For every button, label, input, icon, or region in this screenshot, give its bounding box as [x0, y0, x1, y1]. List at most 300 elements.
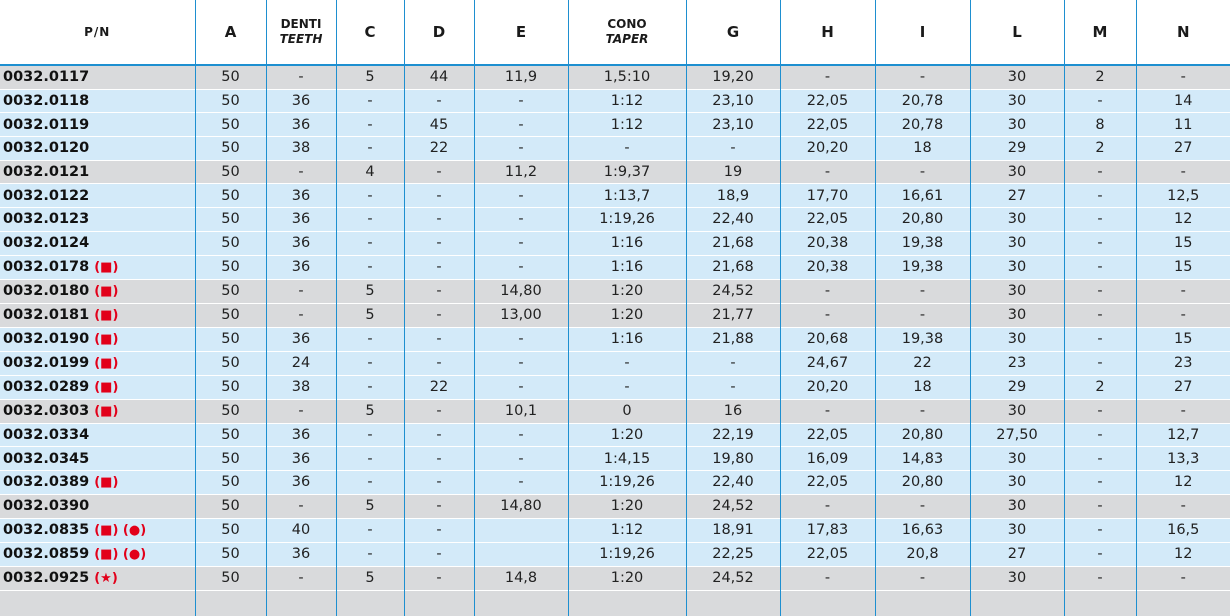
cell-l: 30	[970, 160, 1064, 184]
cell-i: 19,38	[875, 327, 970, 351]
cell-g: 21,68	[686, 255, 780, 279]
cell-i: 14,83	[875, 447, 970, 471]
cell-denti-teeth: -	[266, 494, 336, 518]
cell-cono-taper: 1:20	[568, 303, 686, 327]
cell-h: 22,05	[780, 542, 875, 566]
cell-a: 50	[195, 423, 266, 447]
cell-cono-taper: 0	[568, 399, 686, 423]
table-row	[0, 351, 1230, 375]
cell-a: 50	[195, 279, 266, 303]
part-number-cell	[0, 470, 195, 494]
table-body	[0, 65, 1230, 616]
cell-l: 29	[970, 137, 1064, 161]
cell-l: 29	[970, 375, 1064, 399]
part-number: 0032.0178	[3, 258, 90, 275]
cell-d: -	[404, 184, 474, 208]
cell-e: 14,8	[474, 566, 568, 590]
part-number: 0032.0180	[3, 282, 90, 299]
cell-cono-taper: 1:16	[568, 255, 686, 279]
cell-d: 22	[404, 375, 474, 399]
cell-i: -	[875, 65, 970, 89]
cell-d: 22	[404, 137, 474, 161]
cell-g: -	[686, 351, 780, 375]
table-row	[0, 65, 1230, 89]
cell-n: -	[1136, 303, 1230, 327]
cell-m: 2	[1064, 375, 1136, 399]
header-e: E	[474, 0, 568, 65]
cell-cono-taper: 1:16	[568, 231, 686, 255]
cell-a: 50	[195, 113, 266, 137]
cell-g: 22,19	[686, 423, 780, 447]
cell-i: 18	[875, 375, 970, 399]
table-row	[0, 447, 1230, 471]
cell-denti-teeth: 36	[266, 327, 336, 351]
cell-h: 22,05	[780, 423, 875, 447]
cell-g: 22,40	[686, 208, 780, 232]
cell-h: -	[780, 399, 875, 423]
cell-g: 23,10	[686, 113, 780, 137]
cell-cono-taper: 1:16	[568, 327, 686, 351]
cell-c: -	[336, 351, 404, 375]
cell-i: -	[875, 566, 970, 590]
cell-a: 50	[195, 470, 266, 494]
cell-cono-taper: 1:20	[568, 279, 686, 303]
cell-a: 50	[195, 494, 266, 518]
cell-e: -	[474, 113, 568, 137]
part-number-cell	[0, 65, 195, 89]
header-taper: TAPER	[605, 32, 649, 46]
cell-m: -	[1064, 399, 1136, 423]
part-number: 0032.0289	[3, 378, 90, 395]
part-number: 0032.0124	[3, 235, 90, 252]
cell-cono-taper: 1:20	[568, 423, 686, 447]
part-number: 0032.0835	[3, 521, 90, 538]
cell-m: -	[1064, 470, 1136, 494]
empty-cell	[0, 590, 195, 616]
cell-n: -	[1136, 494, 1230, 518]
cell-m: -	[1064, 327, 1136, 351]
cell-l: 27	[970, 542, 1064, 566]
cell-m: -	[1064, 542, 1136, 566]
header-h: H	[780, 0, 875, 65]
part-note-marks: (■) (●)	[94, 522, 147, 538]
cell-h: -	[780, 566, 875, 590]
part-number-cell	[0, 518, 195, 542]
empty-cell	[1136, 590, 1230, 616]
cell-i: 20,78	[875, 89, 970, 113]
cell-denti-teeth: 24	[266, 351, 336, 375]
header-d: D	[404, 0, 474, 65]
cell-h: -	[780, 279, 875, 303]
cell-n: 11	[1136, 113, 1230, 137]
table-row	[0, 518, 1230, 542]
empty-cell	[686, 590, 780, 616]
cell-denti-teeth: 36	[266, 231, 336, 255]
cell-g: 22,25	[686, 542, 780, 566]
cell-m: -	[1064, 255, 1136, 279]
part-note-marks: (■)	[94, 259, 119, 275]
cell-n: 16,5	[1136, 518, 1230, 542]
cell-n: -	[1136, 160, 1230, 184]
cell-cono-taper: 1:12	[568, 89, 686, 113]
cell-e: -	[474, 375, 568, 399]
cell-cono-taper: -	[568, 137, 686, 161]
cell-d: -	[404, 279, 474, 303]
cell-denti-teeth: -	[266, 399, 336, 423]
cell-e: -	[474, 423, 568, 447]
cell-e: -	[474, 137, 568, 161]
header-a: A	[195, 0, 266, 65]
cell-c: -	[336, 470, 404, 494]
table-row	[0, 542, 1230, 566]
cell-a: 50	[195, 137, 266, 161]
cell-e: -	[474, 208, 568, 232]
cell-e	[474, 542, 568, 566]
table-row	[0, 566, 1230, 590]
cell-i: 20,8	[875, 542, 970, 566]
part-number-cell	[0, 160, 195, 184]
part-number: 0032.0345	[3, 450, 90, 467]
cell-d: -	[404, 494, 474, 518]
cell-denti-teeth: 36	[266, 89, 336, 113]
part-note-marks: (■)	[94, 355, 119, 371]
cell-c: -	[336, 89, 404, 113]
cell-g: 19	[686, 160, 780, 184]
header-pn: P/N	[0, 0, 195, 65]
cell-l: 30	[970, 303, 1064, 327]
cell-e: 14,80	[474, 494, 568, 518]
cell-a: 50	[195, 208, 266, 232]
header-i: I	[875, 0, 970, 65]
cell-e: -	[474, 255, 568, 279]
cell-i: 20,78	[875, 113, 970, 137]
cell-c: -	[336, 231, 404, 255]
cell-i: 18	[875, 137, 970, 161]
table-row	[0, 279, 1230, 303]
cell-g: 18,9	[686, 184, 780, 208]
cell-n: 23	[1136, 351, 1230, 375]
part-number-cell	[0, 231, 195, 255]
part-number-cell	[0, 184, 195, 208]
cell-h: 20,68	[780, 327, 875, 351]
cell-d: -	[404, 447, 474, 471]
cell-i: -	[875, 160, 970, 184]
cell-d: -	[404, 208, 474, 232]
cell-h: 16,09	[780, 447, 875, 471]
cell-d: -	[404, 160, 474, 184]
cell-g: 21,88	[686, 327, 780, 351]
cell-n: 12	[1136, 208, 1230, 232]
cell-m: -	[1064, 566, 1136, 590]
cell-h: 22,05	[780, 470, 875, 494]
cell-l: 30	[970, 113, 1064, 137]
part-number-cell	[0, 137, 195, 161]
table-row	[0, 208, 1230, 232]
table-row	[0, 494, 1230, 518]
cell-cono-taper: 1:19,26	[568, 470, 686, 494]
cell-n: 15	[1136, 255, 1230, 279]
cell-e: 11,9	[474, 65, 568, 89]
cell-h: -	[780, 65, 875, 89]
part-number: 0032.0859	[3, 545, 90, 562]
empty-cell	[404, 590, 474, 616]
cell-d: -	[404, 231, 474, 255]
part-note-marks: (■)	[94, 307, 119, 323]
cell-a: 50	[195, 375, 266, 399]
cell-c: 5	[336, 566, 404, 590]
part-number: 0032.0389	[3, 473, 90, 490]
cell-m: 2	[1064, 65, 1136, 89]
part-number-cell	[0, 327, 195, 351]
cell-h: 22,05	[780, 113, 875, 137]
cell-l: 30	[970, 327, 1064, 351]
part-note-marks: (■) (●)	[94, 546, 147, 562]
header-teeth: TEETH	[279, 32, 323, 46]
cell-l: 23	[970, 351, 1064, 375]
cell-d: -	[404, 89, 474, 113]
part-note-marks: (■)	[94, 379, 119, 395]
cell-n: -	[1136, 399, 1230, 423]
cell-m: -	[1064, 447, 1136, 471]
table-row-empty	[0, 590, 1230, 616]
cell-a: 50	[195, 160, 266, 184]
cell-e: -	[474, 447, 568, 471]
header-g: G	[686, 0, 780, 65]
cell-h: 22,05	[780, 208, 875, 232]
table-row	[0, 89, 1230, 113]
cell-a: 50	[195, 231, 266, 255]
cell-g: 16	[686, 399, 780, 423]
cell-denti-teeth: -	[266, 279, 336, 303]
cell-i: 16,63	[875, 518, 970, 542]
cell-m: -	[1064, 351, 1136, 375]
part-number-cell	[0, 113, 195, 137]
cell-cono-taper: 1:20	[568, 566, 686, 590]
cell-n: 12	[1136, 542, 1230, 566]
part-note-marks: (■)	[94, 474, 119, 490]
cell-e: -	[474, 231, 568, 255]
header-n: N	[1136, 0, 1230, 65]
part-number: 0032.0118	[3, 93, 90, 110]
cell-e: 14,80	[474, 279, 568, 303]
table-row	[0, 423, 1230, 447]
part-number-cell	[0, 89, 195, 113]
cell-m: -	[1064, 208, 1136, 232]
cell-n: 13,3	[1136, 447, 1230, 471]
cell-n: 15	[1136, 231, 1230, 255]
cell-n: 27	[1136, 375, 1230, 399]
cell-n: 27	[1136, 137, 1230, 161]
cell-l: 30	[970, 518, 1064, 542]
cell-h: 20,38	[780, 255, 875, 279]
empty-cell	[474, 590, 568, 616]
cell-i: 20,80	[875, 208, 970, 232]
cell-g: 21,77	[686, 303, 780, 327]
table-row	[0, 160, 1230, 184]
cell-m: -	[1064, 423, 1136, 447]
cell-denti-teeth: 36	[266, 470, 336, 494]
part-number-cell	[0, 303, 195, 327]
header-c: C	[336, 0, 404, 65]
part-note-marks: (■)	[94, 283, 119, 299]
cell-denti-teeth: 40	[266, 518, 336, 542]
cell-a: 50	[195, 65, 266, 89]
cell-m: -	[1064, 303, 1136, 327]
cell-g: 24,52	[686, 494, 780, 518]
cell-g: 22,40	[686, 470, 780, 494]
part-number: 0032.0119	[3, 116, 90, 133]
header-cono-taper	[568, 0, 686, 65]
cell-h: 20,20	[780, 375, 875, 399]
part-number: 0032.0123	[3, 211, 90, 228]
cell-g: -	[686, 137, 780, 161]
table-row	[0, 184, 1230, 208]
cell-c: 4	[336, 160, 404, 184]
part-number: 0032.0390	[3, 498, 90, 515]
cell-c: 5	[336, 279, 404, 303]
cell-cono-taper: 1:12	[568, 518, 686, 542]
cell-n: 15	[1136, 327, 1230, 351]
cell-d: -	[404, 351, 474, 375]
cell-g: -	[686, 375, 780, 399]
empty-cell	[195, 590, 266, 616]
cell-e: -	[474, 184, 568, 208]
cell-n: -	[1136, 566, 1230, 590]
cell-g: 24,52	[686, 279, 780, 303]
cell-l: 27	[970, 184, 1064, 208]
cell-h: 17,70	[780, 184, 875, 208]
table-row	[0, 231, 1230, 255]
cell-c: 5	[336, 399, 404, 423]
cell-l: 30	[970, 231, 1064, 255]
cell-denti-teeth: 36	[266, 542, 336, 566]
cell-i: 20,80	[875, 470, 970, 494]
cell-d: -	[404, 399, 474, 423]
part-number-cell	[0, 208, 195, 232]
cell-c: -	[336, 137, 404, 161]
cell-c: -	[336, 327, 404, 351]
table-row	[0, 375, 1230, 399]
header-l: L	[970, 0, 1064, 65]
cell-n: 12,5	[1136, 184, 1230, 208]
cell-denti-teeth: -	[266, 65, 336, 89]
table-row	[0, 470, 1230, 494]
table-header	[0, 0, 1230, 65]
cell-l: 30	[970, 470, 1064, 494]
header-cono: CONO	[607, 17, 647, 31]
cell-i: -	[875, 494, 970, 518]
cell-e: 11,2	[474, 160, 568, 184]
cell-e: -	[474, 351, 568, 375]
cell-denti-teeth: 38	[266, 137, 336, 161]
part-number: 0032.0190	[3, 330, 90, 347]
cell-c: -	[336, 113, 404, 137]
cell-h: 20,38	[780, 231, 875, 255]
cell-cono-taper: 1:13,7	[568, 184, 686, 208]
cell-g: 19,80	[686, 447, 780, 471]
cell-i: 20,80	[875, 423, 970, 447]
part-number: 0032.0334	[3, 426, 90, 443]
cell-m: -	[1064, 160, 1136, 184]
cell-cono-taper: 1:12	[568, 113, 686, 137]
cell-m: -	[1064, 494, 1136, 518]
cell-i: 19,38	[875, 231, 970, 255]
cell-c: -	[336, 375, 404, 399]
part-number-cell	[0, 399, 195, 423]
cell-denti-teeth: 36	[266, 113, 336, 137]
cell-l: 30	[970, 494, 1064, 518]
cell-n: -	[1136, 279, 1230, 303]
cell-cono-taper: 1:19,26	[568, 542, 686, 566]
cell-g: 19,20	[686, 65, 780, 89]
cell-e: 10,1	[474, 399, 568, 423]
cell-d: -	[404, 542, 474, 566]
empty-cell	[1064, 590, 1136, 616]
cell-h: -	[780, 303, 875, 327]
cell-l: 30	[970, 447, 1064, 471]
header-denti: DENTI	[280, 17, 322, 31]
cell-denti-teeth: 38	[266, 375, 336, 399]
cell-d: -	[404, 566, 474, 590]
part-number-cell	[0, 542, 195, 566]
empty-cell	[970, 590, 1064, 616]
part-note-marks: (★)	[94, 570, 118, 586]
cell-i: -	[875, 279, 970, 303]
cell-cono-taper: -	[568, 375, 686, 399]
cell-denti-teeth: -	[266, 566, 336, 590]
cell-a: 50	[195, 255, 266, 279]
empty-cell	[780, 590, 875, 616]
cell-a: 50	[195, 542, 266, 566]
table-row	[0, 137, 1230, 161]
table-row	[0, 327, 1230, 351]
cell-i: 16,61	[875, 184, 970, 208]
cell-n: -	[1136, 65, 1230, 89]
cell-d: -	[404, 303, 474, 327]
cell-a: 50	[195, 184, 266, 208]
cell-a: 50	[195, 351, 266, 375]
cell-d: 45	[404, 113, 474, 137]
cell-denti-teeth: 36	[266, 184, 336, 208]
cell-h: 20,20	[780, 137, 875, 161]
cell-c: 5	[336, 65, 404, 89]
cell-denti-teeth: 36	[266, 423, 336, 447]
cell-d: -	[404, 470, 474, 494]
cell-e	[474, 518, 568, 542]
cell-c: 5	[336, 494, 404, 518]
cell-c: -	[336, 423, 404, 447]
part-number-cell	[0, 351, 195, 375]
part-note-marks: (■)	[94, 403, 119, 419]
cell-l: 30	[970, 208, 1064, 232]
cell-denti-teeth: 36	[266, 255, 336, 279]
cell-h: 22,05	[780, 89, 875, 113]
cell-cono-taper: 1:20	[568, 494, 686, 518]
cell-a: 50	[195, 303, 266, 327]
cell-c: -	[336, 255, 404, 279]
cell-m: -	[1064, 184, 1136, 208]
cell-n: 14	[1136, 89, 1230, 113]
cell-h: 24,67	[780, 351, 875, 375]
cell-m: -	[1064, 89, 1136, 113]
cell-c: -	[336, 542, 404, 566]
cell-denti-teeth: 36	[266, 447, 336, 471]
part-number: 0032.0303	[3, 402, 90, 419]
cell-i: -	[875, 303, 970, 327]
cell-h: 17,83	[780, 518, 875, 542]
cell-cono-taper: 1,5:10	[568, 65, 686, 89]
part-number-cell	[0, 423, 195, 447]
